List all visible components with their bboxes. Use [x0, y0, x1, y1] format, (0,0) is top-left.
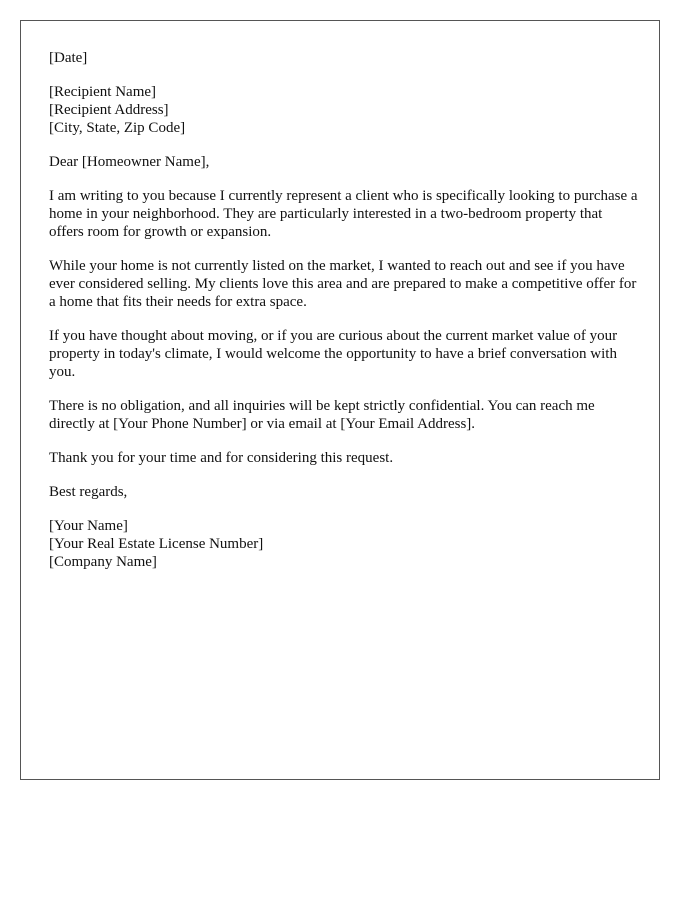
letter-page [20, 20, 660, 780]
recipient-address: [Recipient Address] [49, 102, 169, 118]
closing: Best regards, [49, 484, 128, 500]
paragraph-thanks: Thank you for your time and for considering this request. [49, 450, 394, 466]
letter-date: [Date] [49, 50, 88, 66]
recipient-city-state-zip: [City, State, Zip Code] [49, 120, 186, 136]
signature-name: [Your Name] [49, 518, 128, 534]
paragraph-contact: There is no obligation, and all inquiries will be kept strictly confidential. You can reach me directly at [Your Phone Number] or via email at [Your Email Address]. [49, 398, 595, 432]
signature-block [49, 517, 639, 571]
signature-company: [Company Name] [49, 554, 157, 570]
paragraph-selling: While your home is not currently listed on the market, I wanted to reach out and see if you have ever considered selling. My clients love this area and are prepared to make a competitive offer for a home that fits their needs for extra space. [49, 258, 637, 310]
letter-body [49, 49, 639, 587]
recipient-name: [Recipient Name] [49, 84, 157, 100]
recipient-block [49, 83, 639, 137]
signature-license: [Your Real Estate License Number] [49, 536, 264, 552]
paragraph-intro: I am writing to you because I currently represent a client who is specifically looking to purchase a home in your neighborhood. They are particularly interested in a two-bedroom property that offers room for growth or expansion. [49, 188, 638, 240]
salutation: Dear [Homeowner Name], [49, 154, 210, 170]
paragraph-market-value: If you have thought about moving, or if you are curious about the current market value of your property in today's climate, I would welcome the opportunity to have a brief conversation with you. [49, 328, 618, 380]
